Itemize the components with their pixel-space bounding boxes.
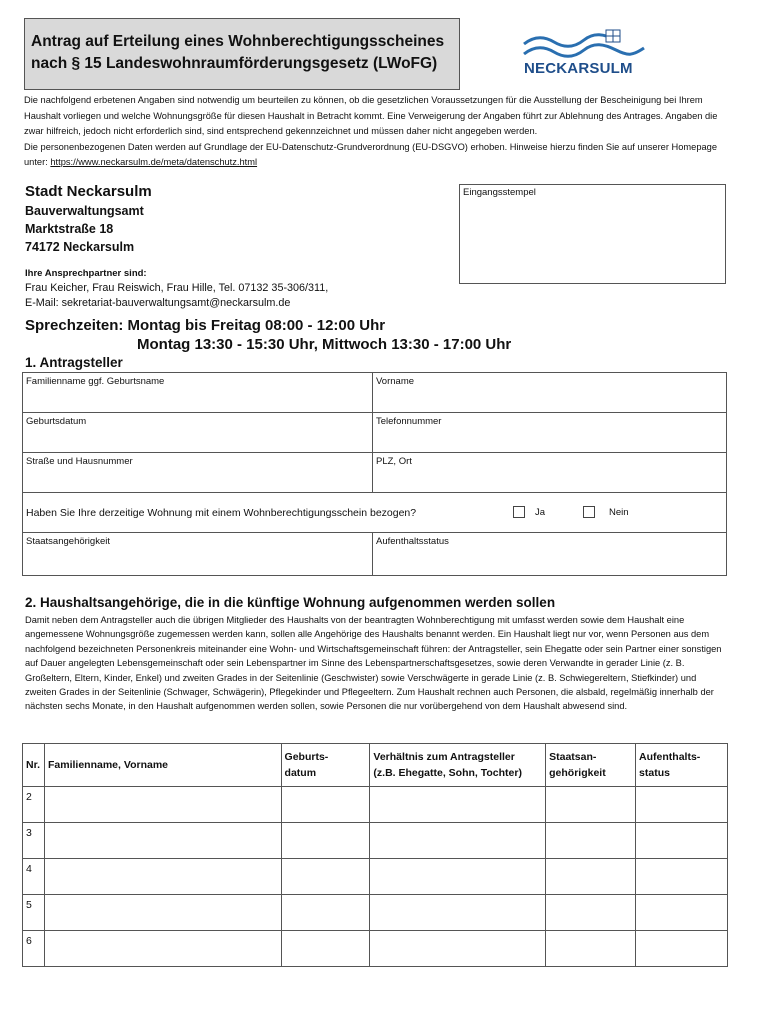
row-number: 3 xyxy=(23,823,45,859)
cell-birth[interactable] xyxy=(281,859,370,895)
residence-field[interactable] xyxy=(372,533,726,576)
cell-nationality[interactable] xyxy=(546,787,636,823)
wbs-no-label: Nein xyxy=(609,507,629,518)
table-row xyxy=(23,823,728,859)
phone-field[interactable] xyxy=(372,413,726,452)
receipt-stamp-box xyxy=(459,184,726,284)
col-nr-label: Nr. xyxy=(26,759,41,771)
surname-label: Familienname ggf. Geburtsname xyxy=(26,376,165,387)
cell-birth[interactable] xyxy=(281,931,370,967)
contact-email: E-Mail: sekretariat-bauverwaltungsamt@neckarsulm.de xyxy=(25,297,291,309)
firstname-label: Vorname xyxy=(376,376,415,387)
cell-relation[interactable] xyxy=(370,895,546,931)
row-number: 6 xyxy=(23,931,45,967)
birthdate-field[interactable] xyxy=(23,413,372,452)
address-zip: 74172 Neckarsulm xyxy=(25,240,135,254)
household-table xyxy=(22,743,728,967)
office-hours xyxy=(25,316,511,354)
section-2-heading: 2. Haushaltsangehörige, die in die künftige Wohnung aufgenommen werden sollen xyxy=(25,595,556,610)
cell-nationality[interactable] xyxy=(546,859,636,895)
residence-label: Aufenthaltsstatus xyxy=(376,536,449,547)
form-row-name xyxy=(23,373,726,413)
cell-nationality[interactable] xyxy=(546,895,636,931)
phone-label: Telefonnummer xyxy=(376,416,442,427)
col-relation-label-2: (z.B. Ehegatte, Sohn, Tochter) xyxy=(373,767,522,779)
cell-residence[interactable] xyxy=(636,931,728,967)
street-field[interactable] xyxy=(23,453,372,492)
intro-privacy-text: Die personenbezogenen Daten werden auf Grundlage der EU-Datenschutz-Grundverordnung (EU-DSGVO) erhoben. Hinweise hierzu finden Sie auf unserer Homepage unter: xyxy=(24,141,718,168)
col-residence-label-1: Aufenthalts- xyxy=(639,751,701,763)
privacy-link[interactable]: https://www.neckarsulm.de/meta/datenschutz.html xyxy=(50,157,258,168)
cell-relation[interactable] xyxy=(370,859,546,895)
row-number: 4 xyxy=(23,859,45,895)
form-row-status xyxy=(23,532,726,576)
birthdate-label: Geburtsdatum xyxy=(26,416,87,427)
table-row xyxy=(23,859,728,895)
cell-name[interactable] xyxy=(44,859,281,895)
nationality-label: Staatsangehörigkeit xyxy=(26,536,110,547)
table-row xyxy=(23,787,728,823)
cell-relation[interactable] xyxy=(370,931,546,967)
col-birth-label-2: datum xyxy=(284,767,317,779)
address-city: Stadt Neckarsulm xyxy=(25,183,152,200)
col-name xyxy=(44,744,281,787)
wbs-yes-label: Ja xyxy=(535,507,546,518)
row-number: 2 xyxy=(23,787,45,823)
table-row xyxy=(23,931,728,967)
form-row-address xyxy=(23,453,726,493)
cell-relation[interactable] xyxy=(370,787,546,823)
cell-name[interactable] xyxy=(44,823,281,859)
wbs-no-checkbox[interactable] xyxy=(583,506,595,518)
col-residence xyxy=(636,744,728,787)
wbs-yes-checkbox[interactable] xyxy=(513,506,525,518)
cell-relation[interactable] xyxy=(370,823,546,859)
cell-residence[interactable] xyxy=(636,787,728,823)
col-nationality-label-1: Staatsan- xyxy=(549,751,597,763)
cell-birth[interactable] xyxy=(281,823,370,859)
cell-birth[interactable] xyxy=(281,895,370,931)
intro-paragraph-2 xyxy=(24,140,724,171)
col-name-label: Familienname, Vorname xyxy=(47,759,168,771)
surname-field[interactable] xyxy=(23,373,372,412)
logo-wordmark: NECKARSULM xyxy=(524,60,633,77)
cell-name[interactable] xyxy=(44,787,281,823)
cell-residence[interactable] xyxy=(636,895,728,931)
cell-residence[interactable] xyxy=(636,823,728,859)
authority-address xyxy=(25,182,152,256)
row-number: 5 xyxy=(23,895,45,931)
cell-name[interactable] xyxy=(44,931,281,967)
nationality-field[interactable] xyxy=(23,533,372,576)
intro-text xyxy=(24,93,724,171)
form-row-birth xyxy=(23,413,726,453)
section-1-heading: 1. Antragsteller xyxy=(25,355,123,370)
col-residence-label-2: status xyxy=(639,767,670,779)
col-nr xyxy=(23,744,45,787)
document-title-box xyxy=(24,18,460,90)
title-line-2: nach § 15 Landeswohnraumförderungsgesetz (LWoFG) xyxy=(31,55,438,72)
zip-city-label: PLZ, Ort xyxy=(376,456,412,467)
table-row xyxy=(23,895,728,931)
wbs-question: Haben Sie Ihre derzeitige Wohnung mit einem Wohnberechtigungsschein bezogen? xyxy=(26,507,417,519)
section-2-text: Damit neben dem Antragsteller auch die übrigen Mitglieder des Haushalts von der beantragten Wohnberechtigung mit umfasst werden sowie dem Haushalt eine angemessene Wohnungsgröße zugemessen werden kann, sollen alle Angehörige des Haushalts benannt werden. Ein Haushalt liegt nur vor, wenn Personen aus dem nachfolgend bezeichneten Personenkreis miteinander eine Wohn- und Wirtschaftsgemeinschaft führen: der Antragsteller, sein Ehegatte oder sein Partner einer sonstigen auf Dauer angelegten Lebensgemeinschaft oder sein Lebenspartner im Sinne des Lebenspartnerschaftsgesetzes, sowie deren Verwandte in gerader Linie (z. B. Großeltern, Eltern, Kinder, Enkel) und zweiten Grades in der Seitenlinie (Geschwister) sowie Verschwägerte in gerade Linie (z. B. Schwiegereltern, Stiefkinder) und zweiten Grades in der Seitenlinie (Schwager, Schwägerin), Pflegekinder und Pflegeeltern. Zum Haushalt rechnen auch Personen, die alsbald, regelmäßig innerhalb der nächsten sechs Monate, in den Haushalt aufgenommen werden sollen, sowie Personen die nur vorübergehend von dem Haushalt abwesend sind. xyxy=(25,615,722,712)
col-relation-label-1: Verhältnis zum Antragsteller xyxy=(373,751,515,763)
address-dept: Bauverwaltungsamt xyxy=(25,204,144,218)
street-label: Straße und Hausnummer xyxy=(26,456,133,467)
col-nationality xyxy=(546,744,636,787)
intro-paragraph-1: Die nachfolgend erbetenen Angaben sind notwendig um beurteilen zu können, ob die gesetzlichen Voraussetzungen für die Ausstellung der Bescheinigung bei Ihrem Haushalt vorliegen und welche Wohnungsgröße für diesen Haushalt in Betracht kommt. Eine Verweigerung der Angaben führt zur Ablehnung des Antrages. Angaben die zwar hilfreich, jedoch nicht erforderlich sind, sind entsprechend gekennzeichnet und müssen daher nicht angegeben werden. xyxy=(24,95,718,137)
firstname-field[interactable] xyxy=(372,373,726,412)
address-street: Marktstraße 18 xyxy=(25,222,114,236)
col-relation xyxy=(370,744,546,787)
cell-residence[interactable] xyxy=(636,859,728,895)
col-birth-label-1: Geburts- xyxy=(284,751,329,763)
cell-birth[interactable] xyxy=(281,787,370,823)
cell-nationality[interactable] xyxy=(546,931,636,967)
cell-nationality[interactable] xyxy=(546,823,636,859)
contact-heading: Ihre Ansprechpartner sind: xyxy=(25,268,147,279)
hours-line-2: Montag 13:30 - 15:30 Uhr, Mittwoch 13:30 - 17:00 Uhr xyxy=(137,336,512,353)
stamp-label: Eingangsstempel xyxy=(463,187,536,198)
applicant-form xyxy=(22,372,727,576)
cell-name[interactable] xyxy=(44,895,281,931)
zip-city-field[interactable] xyxy=(372,453,726,492)
household-header-row xyxy=(23,744,728,787)
contact-names: Frau Keicher, Frau Reiswich, Frau Hille, Tel. 07132 35-306/311, xyxy=(25,282,329,294)
col-birth xyxy=(281,744,370,787)
hours-line-1: Sprechzeiten: Montag bis Freitag 08:00 - 12:00 Uhr xyxy=(25,317,386,334)
title-line-1: Antrag auf Erteilung eines Wohnberechtigungsscheines xyxy=(31,33,445,50)
col-nationality-label-2: gehörigkeit xyxy=(549,767,606,779)
